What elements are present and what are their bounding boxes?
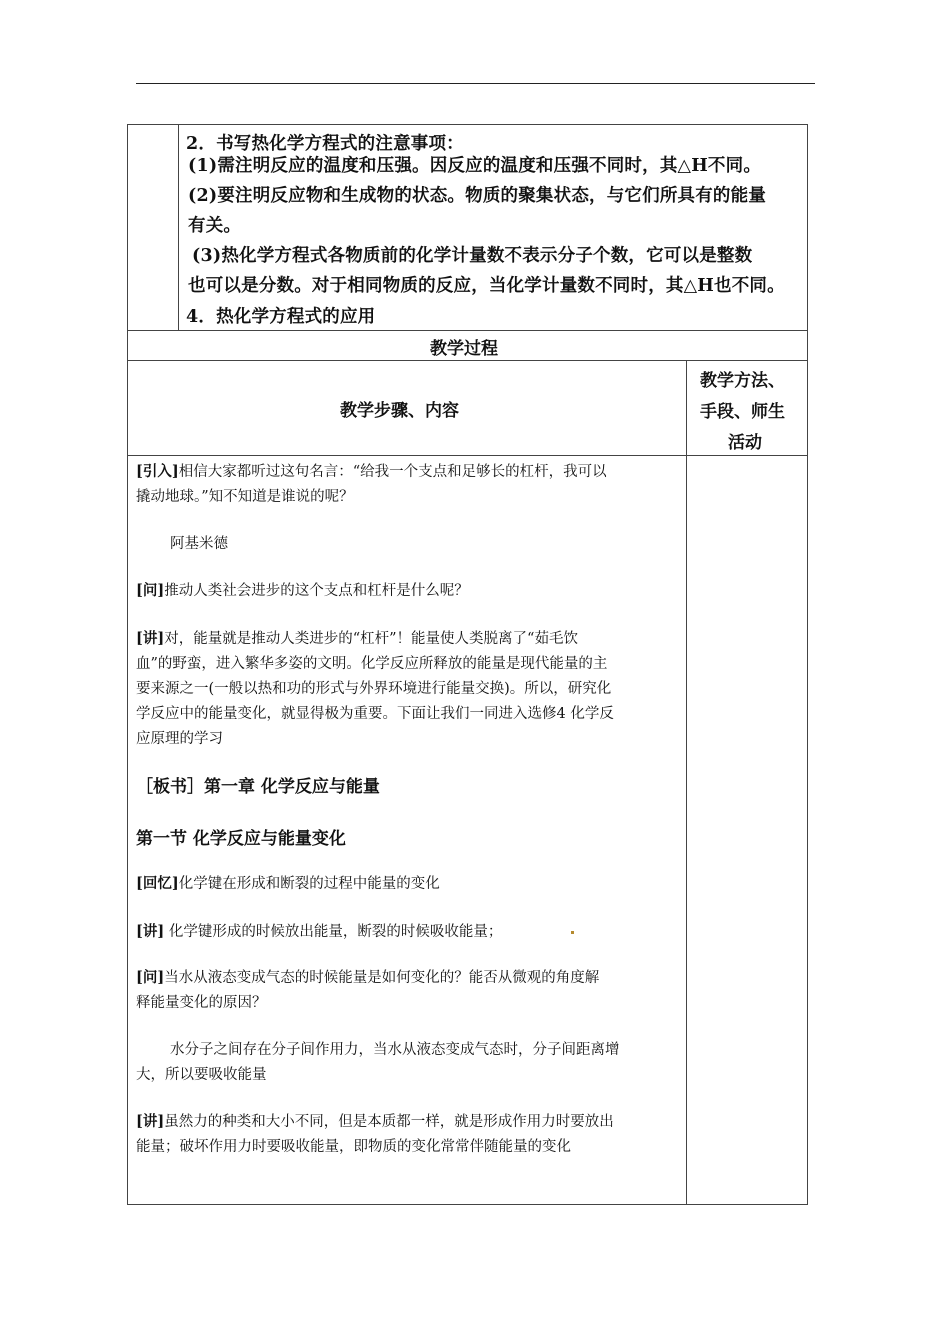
- column-header-steps: 教学步骤、内容: [340, 401, 459, 421]
- recall-text: 化学键在形成和断裂的过程中能量的变化: [178, 876, 440, 892]
- column-divider: [686, 360, 687, 1205]
- intro-tag: [引入]: [136, 463, 179, 480]
- question-water-line-2: 释能量变化的原因？: [136, 995, 267, 1011]
- row-divider-title: [127, 360, 808, 361]
- decorative-dot: [571, 931, 574, 934]
- recall-tag: [回忆]: [136, 875, 179, 892]
- note-item-2-2-line2: 有关。: [188, 216, 242, 236]
- question-lever: [136, 579, 469, 600]
- column-header-methods-line2: 手段、师生: [700, 402, 785, 422]
- lecture-energy-text-1: 对，能量就是推动人类进步的“杠杆”！能量使人类脱离了“茹毛饮: [164, 631, 578, 647]
- lecture-bond-tag: [讲]: [136, 923, 165, 940]
- recall-line: [136, 872, 440, 893]
- notes-margin-divider: [178, 124, 179, 330]
- section-title: 教学过程: [430, 339, 498, 359]
- question-water-line-1: [136, 966, 599, 987]
- lecture-force-text-1: 虽然力的种类和大小不同，但是本质都一样，就是形成作用力时要放出: [164, 1114, 614, 1130]
- intro-line-1: [136, 460, 607, 481]
- note-item-4: 4．热化学方程式的应用: [186, 307, 376, 327]
- lecture-energy-line-1: [136, 627, 578, 648]
- lecture-tag: [讲]: [136, 630, 165, 647]
- board-chapter-heading: ［板书］第一章 化学反应与能量: [136, 777, 380, 797]
- answer-water-line-1: 水分子之间存在分子间作用力，当水从液态变成气态时，分子间距离增: [170, 1042, 620, 1058]
- note-item-2-2-line1: (2)要注明反应物和生成物的状态。物质的聚集状态，与它们所具有的能量: [188, 186, 767, 206]
- page-header-rule: [136, 83, 815, 84]
- intro-line-2: 撬动地球。”知不知道是谁说的呢？: [136, 489, 354, 505]
- lecture-energy-line-2: 血”的野蛮，进入繁华多姿的文明。化学反应所释放的能量是现代能量的主: [136, 656, 608, 672]
- lecture-bond-line: [136, 920, 502, 941]
- note-item-2-3-line1: (3)热化学方程式各物质前的化学计量数不表示分子个数，它可以是整数: [192, 246, 753, 266]
- answer-water-line-2: 大，所以要吸收能量: [136, 1067, 267, 1083]
- column-header-methods-line1: 教学方法、: [700, 371, 785, 391]
- lecture-energy-line-4: 学反应中的能量变化，就显得极为重要。下面让我们一同进入选修4 化学反: [136, 706, 614, 722]
- note-item-2-title: 2．书写热化学方程式的注意事项：: [186, 134, 464, 154]
- lecture-energy-line-5: 应原理的学习: [136, 731, 223, 747]
- lecture-force-tag: [讲]: [136, 1113, 165, 1130]
- row-divider-notes: [127, 330, 808, 331]
- column-header-methods-line3: 活动: [728, 433, 762, 453]
- question-lever-text: 推动人类社会进步的这个支点和杠杆是什么呢？: [164, 583, 469, 599]
- note-item-2-1: (1)需注明反应的温度和压强。因反应的温度和压强不同时，其△H不同。: [188, 156, 762, 176]
- lecture-force-line-1: [136, 1110, 614, 1131]
- section-heading: 第一节 化学反应与能量变化: [136, 829, 346, 849]
- note-item-2-3-line2: 也可以是分数。对于相同物质的反应，当化学计量数不同时，其△H也不同。: [188, 276, 785, 296]
- question-water-tag: [问]: [136, 969, 165, 986]
- row-divider-headers: [127, 455, 808, 456]
- intro-text-1: 相信大家都听过这句名言：“给我一个支点和足够长的杠杆，我可以: [178, 464, 607, 480]
- question-tag: [问]: [136, 582, 165, 599]
- lecture-bond-text: 化学键形成的时候放出能量，断裂的时候吸收能量；: [168, 924, 503, 940]
- answer-archimedes: 阿基米德: [170, 536, 228, 552]
- question-water-text-1: 当水从液态变成气态的时候能量是如何变化的？能否从微观的角度解: [164, 970, 600, 986]
- lecture-energy-line-3: 要来源之一(一般以热和功的形式与外界环境进行能量交换)。所以，研究化: [136, 681, 612, 697]
- lecture-force-line-2: 能量；破坏作用力时要吸收能量，即物质的变化常常伴随能量的变化: [136, 1139, 571, 1155]
